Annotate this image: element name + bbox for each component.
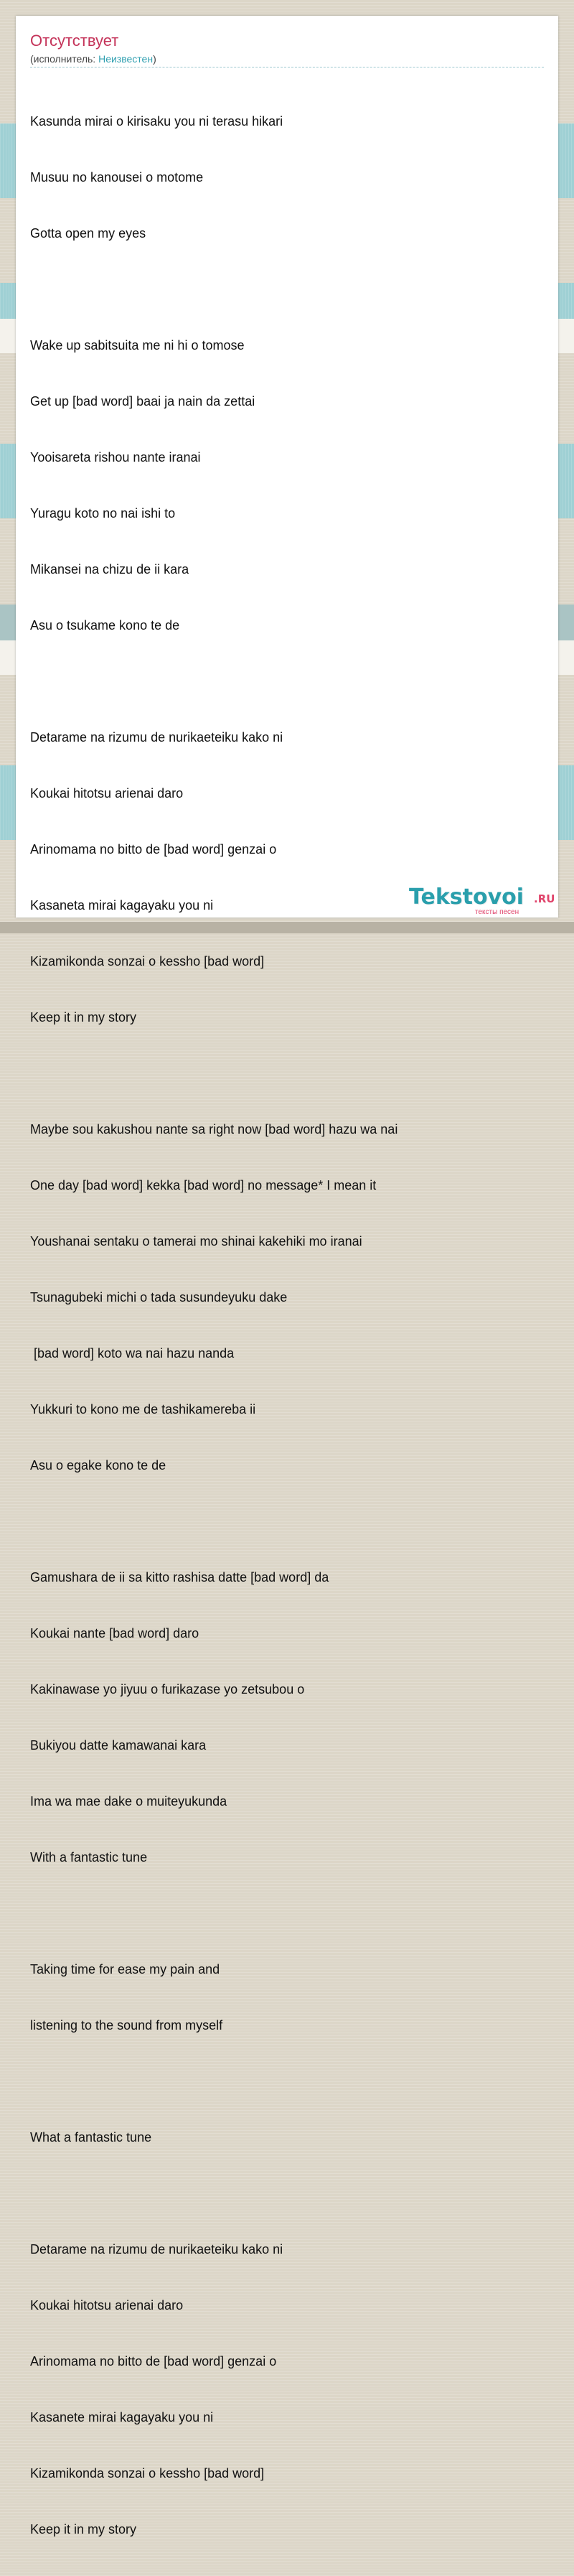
lyric-line (30, 1904, 544, 1923)
lyric-line: Asu o tsukame kono te de (30, 618, 180, 633)
artist-prefix: (исполнитель: (30, 53, 99, 65)
lyric-line: Keep it in my story (30, 2522, 137, 2537)
lyric-line: Kasanete mirai kagayaku you ni (30, 2410, 214, 2425)
lyric-line: Yuragu koto no nai ishi to (30, 506, 176, 521)
lyric-line: Bukiyou datte kamawanai kara (30, 1738, 207, 1753)
lyric-line: Yukkuri to kono me de tashikamereba ii (30, 1402, 256, 1417)
lyric-line (30, 672, 544, 691)
lyric-line: Keep it in my story (30, 1010, 137, 1025)
lyric-line: Gotta open my eyes (30, 226, 146, 241)
lyric-line: Arinomama no bitto de [bad word] genzai o (30, 842, 277, 857)
site-logo[interactable] (409, 885, 560, 918)
lyric-line: With a fantastic tune (30, 1850, 148, 1865)
lyric-line: Kizamikonda sonzai o kessho [bad word] (30, 954, 265, 969)
lyric-line: Youshanai sentaku o tamerai mo shinai kakehiki mo iranai (30, 1234, 362, 1249)
lyrics-text (30, 75, 544, 2576)
artist-link[interactable]: Неизвестен (98, 53, 154, 65)
lyric-line: Get up [bad word] baai ja nain da zettai (30, 394, 255, 409)
lyric-line: Koukai hitotsu arienai daro (30, 2298, 184, 2313)
lyric-line: Taking time for ease my pain and (30, 1962, 220, 1977)
lyric-line: Yooisareta rishou nante iranai (30, 450, 201, 465)
lyric-line: listening to the sound from myself (30, 2018, 223, 2033)
lyric-line (30, 2184, 544, 2203)
lyric-line: [bad word] koto wa nai hazu nanda (30, 1346, 235, 1361)
logo-tagline: тексты песен (475, 908, 519, 916)
lyric-line: Ima wa mae dake o muiteyukunda (30, 1794, 227, 1809)
lyric-line: Wake up sabitsuita me ni hi o tomose (30, 338, 245, 353)
lyric-line: Detarame na rizumu de nurikaeteiku kako ni (30, 2242, 283, 2257)
lyric-line: Musuu no kanousei o motome (30, 170, 204, 185)
lyric-line: Gamushara de ii sa kitto rashisa datte [bad word] da (30, 1570, 329, 1585)
lyric-line (30, 2072, 544, 2091)
lyric-line: Kasunda mirai o kirisaku you ni terasu hikari (30, 114, 283, 129)
artist-line (30, 52, 156, 65)
lyric-line: Koukai hitotsu arienai daro (30, 786, 184, 801)
song-title: Отсутствует (30, 32, 119, 50)
lyric-line: Maybe sou kakushou nante sa right now [bad word] hazu wa nai (30, 1122, 398, 1137)
lyric-line (30, 1512, 544, 1531)
lyric-line (30, 280, 544, 299)
lyric-line: Mikansei na chizu de ii kara (30, 562, 189, 577)
lyric-line: Detarame na rizumu de nurikaeteiku kako ni (30, 730, 283, 745)
lyric-line: Asu o egake kono te de (30, 1458, 166, 1473)
lyric-line: Kizamikonda sonzai o kessho [bad word] (30, 2466, 265, 2481)
logo-tld: .RU (534, 892, 555, 905)
lyric-line: Kasaneta mirai kagayaku you ni (30, 898, 214, 913)
lyric-line: One day [bad word] kekka [bad word] no message* I mean it (30, 1178, 377, 1193)
lyrics-card (16, 16, 558, 2537)
artist-suffix: ) (153, 53, 156, 65)
lyric-line: Koukai nante [bad word] daro (30, 1626, 199, 1641)
lyric-line: What a fantastic tune (30, 2130, 152, 2145)
lyric-line: Kakinawase yo jiyuu o furikazase yo zetsubou o (30, 1682, 305, 1697)
lyric-line: Tsunagubeki michi o tada susundeyuku dake (30, 1290, 288, 1305)
logo-name: Tekstovoi (409, 885, 524, 910)
lyric-line: Arinomama no bitto de [bad word] genzai o (30, 2354, 277, 2369)
lyric-line (30, 1064, 544, 1083)
